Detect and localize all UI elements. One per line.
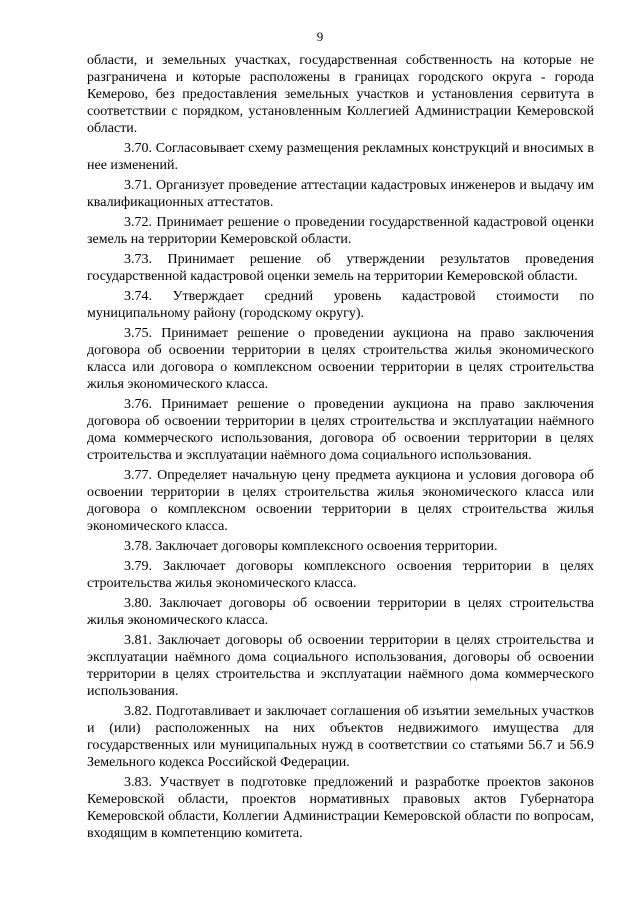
paragraph-3-74: 3.74. Утверждает средний уровень кадастровой стоимости по муниципальному району (городскому округу). bbox=[87, 289, 594, 321]
paragraph-3-79: 3.79. Заключает договоры комплексного освоения территории в целях строительства жилья экономического класса. bbox=[87, 559, 594, 591]
paragraph-3-80: 3.80. Заключает договоры об освоении территории в целях строительства жилья экономического класса. bbox=[87, 596, 594, 628]
paragraph-3-73: 3.73. Принимает решение об утверждении результатов проведения государственной кадастровой оценки земель на территории Кемеровской области. bbox=[87, 252, 594, 284]
paragraph-3-77: 3.77. Определяет начальную цену предмета аукциона и условия договора об освоении территории в целях строительства жилья экономического класса или договора о комплексном освоении территории в целях строительства жилья экономического класса. bbox=[87, 468, 594, 534]
paragraph-3-75: 3.75. Принимает решение о проведении аукциона на право заключения договора об освоении территории в целях строительства жилья экономического класса или договора о комплексном освоении территории в целях строительства жилья экономического класса. bbox=[87, 326, 594, 392]
paragraph-3-76: 3.76. Принимает решение о проведении аукциона на право заключения договора об освоении территории в целях строительства и эксплуатации наёмного дома коммерческого использования, договора об освоении территории в целях строительства и эксплуатации наёмного дома социального использования. bbox=[87, 397, 594, 463]
paragraph-3-71: 3.71. Организует проведение аттестации кадастровых инженеров и выдачу им квалификационных аттестатов. bbox=[87, 178, 594, 210]
paragraph-3-81: 3.81. Заключает договоры об освоении территории в целях строительства и эксплуатации наёмного дома социального использования, договоры об освоении территории в целях строительства и эксплуатации наёмного дома коммерческого использования. bbox=[87, 633, 594, 699]
paragraph-3-83: 3.83. Участвует в подготовке предложений и разработке проектов законов Кемеровской области, проектов нормативных правовых актов Губернатора Кемеровской области, Коллегии Администрации Кемеровской области по вопросам, входящим в компетенцию комитета. bbox=[87, 775, 594, 841]
document-body bbox=[87, 52, 594, 842]
paragraph-3-72: 3.72. Принимает решение о проведении государственной кадастровой оценки земель на территории Кемеровской области. bbox=[87, 215, 594, 247]
paragraph-3-70: 3.70. Согласовывает схему размещения рекламных конструкций и вносимых в нее изменений. bbox=[87, 141, 594, 173]
paragraph-3-78: 3.78. Заключает договоры комплексного освоения территории. bbox=[124, 539, 498, 554]
paragraph-continuation: области, и земельных участках, государственная собственность на которые не разграничена и которые расположены в границах городского округа - города Кемерово, без предоставления земельных участков и установления сервитута в соответствии с порядком, установленным Коллегией Администрации Кемеровской области. bbox=[87, 53, 594, 136]
page-number: 9 bbox=[316, 29, 324, 44]
paragraph-3-82: 3.82. Подготавливает и заключает соглашения об изъятии земельных участков и (или) расположенных на них объектов недвижимого имущества для государственных или муниципальных нужд в соответствии со статьями 56.7 и 56.9 Земельного кодекса Российской Федерации. bbox=[87, 704, 594, 770]
